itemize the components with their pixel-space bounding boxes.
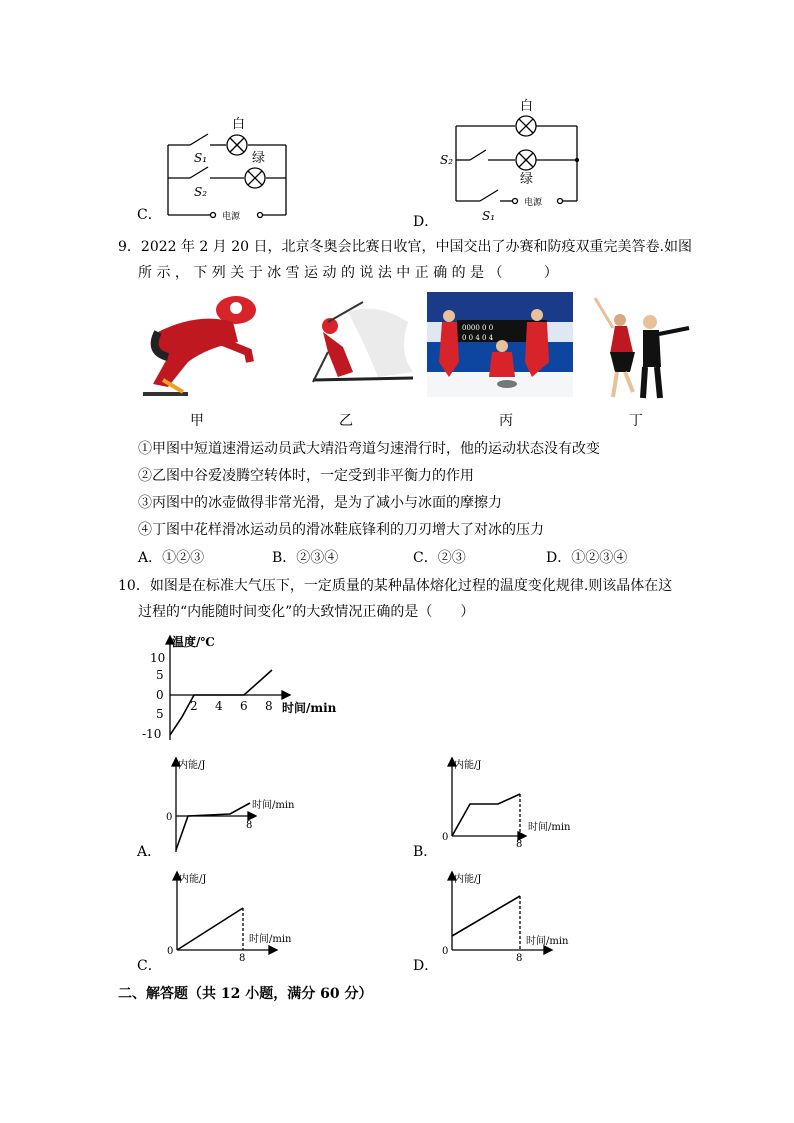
ylabel-temperature: 温度/℃ bbox=[172, 635, 215, 649]
switch-s2-label-d: S₂ bbox=[440, 153, 454, 167]
ytick: 5 bbox=[156, 668, 164, 682]
ytick: 5 bbox=[156, 707, 164, 721]
circuit-diagram-d bbox=[440, 96, 585, 226]
photo-curling bbox=[427, 292, 573, 397]
option-d-ylabel: 内能/J bbox=[454, 874, 482, 885]
xtick: 4 bbox=[215, 699, 223, 713]
xtick: 6 bbox=[240, 699, 248, 713]
caption-ding: 丁 bbox=[629, 413, 643, 429]
svg-text:0 0 4 0 4: 0 0 4 0 4 bbox=[462, 334, 494, 342]
q9-statement-4: ④丁图中花样滑冰运动员的滑冰鞋底锋利的刀刃增大了对冰的压力 bbox=[138, 522, 544, 538]
option-b-xlabel: 时间/min bbox=[528, 822, 571, 833]
power-label-d: 电源 bbox=[524, 198, 543, 208]
circuit-diagram-c bbox=[160, 110, 295, 220]
option-b-xtick: 8 bbox=[516, 839, 523, 850]
xtick: 8 bbox=[265, 699, 273, 713]
q9-stem-line1: 9．2022 年 2 月 20 日，北京冬奥会比赛日收官，中国交出了办赛和防疫双重完美答卷.如图 bbox=[118, 239, 692, 255]
option-b-origin: 0 bbox=[442, 832, 449, 843]
q9-option-a: A．①②③ bbox=[138, 550, 205, 566]
option-a-ylabel: 内能/J bbox=[178, 760, 206, 771]
option-c-letter: C． bbox=[137, 207, 162, 223]
option-a-origin: 0 bbox=[166, 812, 173, 823]
q10-option-c-letter: C． bbox=[137, 958, 162, 974]
energy-graph-d bbox=[440, 870, 590, 962]
option-d-xlabel: 时间/min bbox=[526, 936, 569, 947]
q10-stem-line2: 过程的“内能随时间变化”的大致情况正确的是（ ） bbox=[138, 604, 475, 620]
option-d-letter: D． bbox=[413, 214, 439, 230]
temperature-time-graph bbox=[140, 632, 350, 744]
switch-s1-label-c: S₁ bbox=[194, 151, 208, 165]
option-c-xtick: 8 bbox=[239, 953, 246, 964]
caption-jia: 甲 bbox=[190, 413, 204, 429]
svg-text:0000 0 0: 0000 0 0 bbox=[462, 324, 494, 332]
energy-graph-b bbox=[440, 756, 590, 848]
option-c-xlabel: 时间/min bbox=[249, 934, 292, 945]
section-heading: 二、解答题（共 12 小题，满分 60 分） bbox=[118, 986, 373, 1002]
q9-statement-1: ①甲图中短道速滑运动员武大靖沿弯道匀速滑行时，他的运动状态没有改变 bbox=[138, 441, 600, 457]
q9-option-d: D．①②③④ bbox=[546, 550, 628, 566]
option-d-origin: 0 bbox=[442, 946, 449, 957]
photo-speed-skater bbox=[138, 292, 263, 400]
q9-option-c: C．②③ bbox=[413, 550, 466, 566]
ytick: 0 bbox=[156, 688, 164, 702]
energy-graph-c bbox=[165, 870, 315, 962]
lamp-white-label-d: 白 bbox=[520, 99, 534, 114]
option-a-xtick: 8 bbox=[246, 820, 253, 831]
option-a-xlabel: 时间/min bbox=[252, 800, 295, 811]
lamp-green-label-c: 绿 bbox=[252, 151, 266, 166]
q9-option-b: B．②③④ bbox=[272, 550, 339, 566]
power-label-c: 电源 bbox=[222, 212, 241, 222]
lamp-white-label-c: 白 bbox=[232, 117, 246, 132]
option-c-ylabel: 内能/J bbox=[179, 874, 207, 885]
ytick: 10 bbox=[150, 651, 166, 665]
lamp-green-label-d: 绿 bbox=[520, 172, 534, 187]
option-c-origin: 0 bbox=[167, 946, 174, 957]
option-d-xtick: 8 bbox=[516, 953, 523, 964]
q10-option-a-letter: A． bbox=[137, 844, 162, 860]
photo-figure-skating bbox=[585, 292, 695, 400]
ytick: -10 bbox=[142, 727, 162, 741]
q9-statement-2: ②乙图中谷爱凌腾空转体时，一定受到非平衡力的作用 bbox=[138, 468, 474, 484]
caption-bing: 丙 bbox=[499, 413, 513, 429]
photo-freestyle-skier bbox=[298, 292, 423, 400]
caption-yi: 乙 bbox=[339, 413, 353, 429]
xlabel-time: 时间/min bbox=[282, 701, 337, 715]
switch-s2-label-c: S₂ bbox=[194, 185, 208, 199]
q9-statement-3: ③丙图中的冰壶做得非常光滑，是为了减小与冰面的摩擦力 bbox=[138, 495, 502, 511]
xtick: 2 bbox=[190, 699, 198, 713]
energy-graph-a bbox=[160, 756, 310, 856]
q10-stem-line1: 10．如图是在标准大气压下，一定质量的某种晶体熔化过程的温度变化规律.则该晶体在这 bbox=[118, 578, 673, 594]
q10-option-d-letter: D． bbox=[413, 958, 439, 974]
q10-option-b-letter: B． bbox=[413, 844, 438, 860]
option-b-ylabel: 内能/J bbox=[454, 760, 482, 771]
q9-stem-line2: 所 示 ， 下 列 关 于 冰 雪 运 动 的 说 法 中 正 确 的 是 （ ） bbox=[138, 265, 558, 281]
switch-s1-label-d: S₁ bbox=[482, 209, 496, 223]
